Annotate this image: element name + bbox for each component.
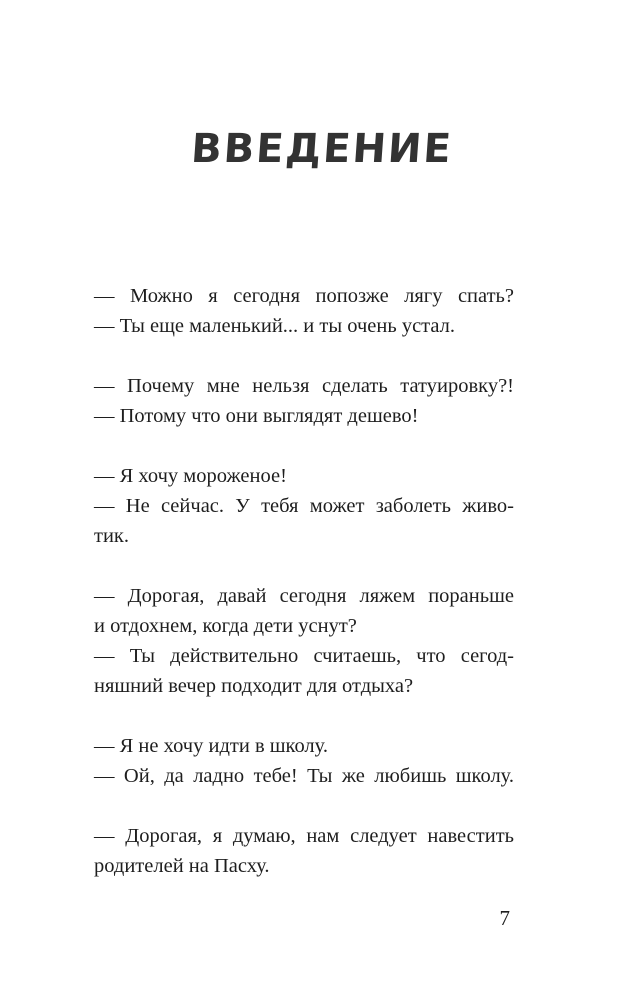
chapter-title: ВВЕДЕНИЕ	[189, 126, 455, 172]
text-line: — Дорогая, я думаю, нам следует навестить	[94, 825, 514, 847]
text-line: — Не сейчас. У тебя может заболеть живо-	[94, 495, 514, 517]
dialogue-text	[94, 281, 514, 911]
text-line: — Ты действительно считаешь, что сегод-	[94, 645, 514, 667]
text-line: — Ты еще маленький... и ты очень устал.	[94, 315, 456, 337]
text-line: — Ой, да ладно тебе! Ты же любишь школу.	[94, 765, 514, 787]
paragraph	[94, 731, 514, 791]
text-line: няшний вечер подходит для отдыха?	[94, 675, 414, 697]
text-line: и отдохнем, когда дети уснут?	[94, 615, 357, 637]
paragraph	[94, 461, 514, 551]
text-line: — Дорогая, давай сегодня ляжем пораньше	[94, 585, 514, 607]
text-line: — Можно я сегодня попозже лягу спать?	[94, 285, 514, 307]
paragraph	[94, 821, 514, 881]
text-line: родителей на Пасху.	[94, 855, 270, 877]
text-line: — Потому что они выглядят дешево!	[94, 405, 419, 427]
page-number: 7	[499, 906, 510, 930]
paragraph	[94, 281, 514, 341]
text-line: — Я не хочу идти в школу.	[94, 735, 328, 757]
paragraph	[94, 581, 514, 701]
text-line: — Почему мне нельзя сделать татуировку?!	[94, 375, 514, 397]
paragraph	[94, 371, 514, 431]
text-line: тик.	[94, 525, 130, 547]
text-line: — Я хочу мороженое!	[94, 465, 287, 487]
